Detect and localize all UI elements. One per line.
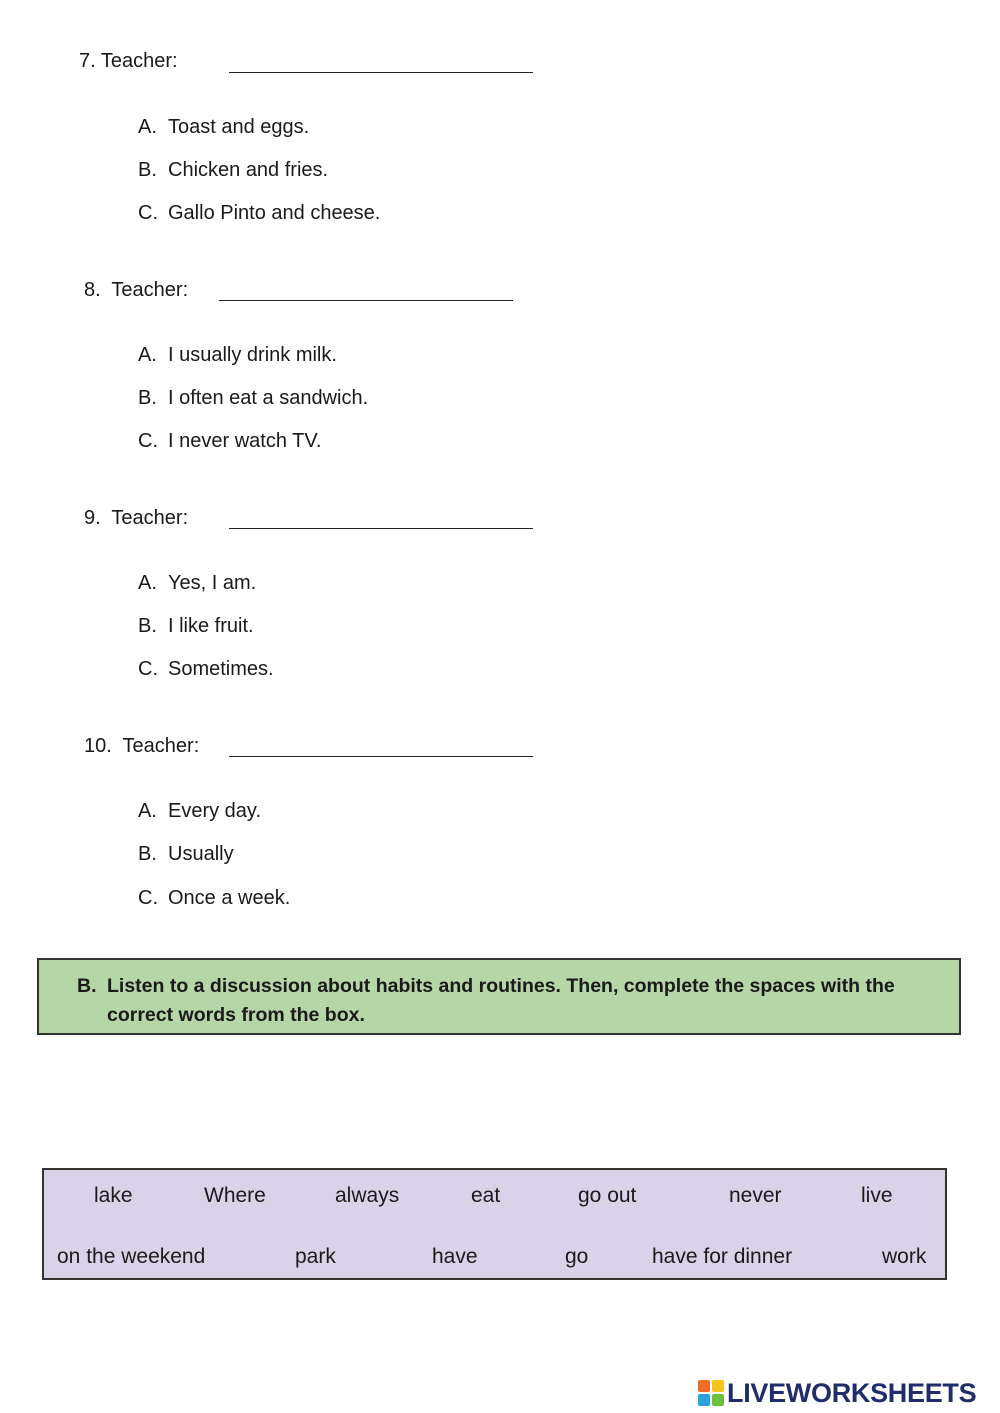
word-where[interactable]: Where xyxy=(204,1184,266,1207)
liveworksheets-logo[interactable] xyxy=(698,1378,976,1408)
word-park[interactable]: park xyxy=(295,1245,336,1268)
option-letter: A. xyxy=(138,572,157,594)
option-letter: C. xyxy=(138,430,158,452)
question-9-answer-blank[interactable] xyxy=(229,528,533,529)
word-go-out[interactable]: go out xyxy=(578,1184,637,1207)
question-8-answer-blank[interactable] xyxy=(219,300,513,301)
question-8-option-a[interactable] xyxy=(138,344,337,367)
liveworksheets-logo-icon xyxy=(698,1380,724,1406)
question-10-option-c[interactable] xyxy=(138,887,290,910)
option-text: Chicken and fries. xyxy=(168,159,329,181)
question-9-label: 9. Teacher: xyxy=(84,507,189,529)
option-letter: A. xyxy=(138,800,157,822)
option-text: Toast and eggs. xyxy=(168,116,310,138)
option-letter: B. xyxy=(138,387,157,409)
question-8-label: 8. Teacher: xyxy=(84,279,189,301)
question-10-label: 10. Teacher: xyxy=(84,735,200,757)
question-9-option-c[interactable] xyxy=(138,658,274,681)
word-never[interactable]: never xyxy=(729,1184,782,1207)
question-7-option-a[interactable] xyxy=(138,116,309,139)
option-letter: B. xyxy=(138,843,157,865)
option-text: Once a week. xyxy=(168,887,291,909)
option-letter: B. xyxy=(138,615,157,637)
question-10-option-b[interactable] xyxy=(138,843,234,866)
word-go[interactable]: go xyxy=(565,1245,589,1268)
section-b-letter: B. xyxy=(77,975,97,997)
question-7-answer-blank[interactable] xyxy=(229,72,533,73)
option-text: I never watch TV. xyxy=(168,430,322,452)
option-letter: A. xyxy=(138,344,157,366)
option-text: Yes, I am. xyxy=(168,572,257,594)
option-text: Sometimes. xyxy=(168,658,274,680)
question-7-label: 7. Teacher: xyxy=(79,50,178,72)
word-always[interactable]: always xyxy=(335,1184,400,1207)
word-on-the-weekend[interactable]: on the weekend xyxy=(57,1245,206,1268)
option-letter: C. xyxy=(138,202,158,224)
word-have-for-dinner[interactable]: have for dinner xyxy=(652,1245,793,1268)
word-live[interactable]: live xyxy=(861,1184,893,1207)
option-text: Usually xyxy=(168,843,234,865)
word-lake[interactable]: lake xyxy=(94,1184,133,1207)
question-10-option-a[interactable] xyxy=(138,800,261,823)
word-box xyxy=(42,1168,947,1280)
question-7-option-c[interactable] xyxy=(138,202,380,225)
section-b-instruction: Listen to a discussion about habits and routines. Then, complete the spaces with the correct words from the box. xyxy=(107,975,895,1026)
question-9-option-a[interactable] xyxy=(138,572,256,595)
option-text: I usually drink milk. xyxy=(168,344,337,366)
option-text: I often eat a sandwich. xyxy=(168,387,369,409)
word-have[interactable]: have xyxy=(432,1245,478,1268)
section-b-instruction-box xyxy=(37,958,961,1035)
option-letter: B. xyxy=(138,159,157,181)
option-text: I like fruit. xyxy=(168,615,254,637)
option-letter: C. xyxy=(138,658,158,680)
word-work[interactable]: work xyxy=(882,1245,927,1268)
question-8-option-b[interactable] xyxy=(138,387,368,410)
option-letter: C. xyxy=(138,887,158,909)
question-8-option-c[interactable] xyxy=(138,430,321,453)
question-7-option-b[interactable] xyxy=(138,159,328,182)
option-letter: A. xyxy=(138,116,157,138)
word-eat[interactable]: eat xyxy=(471,1184,501,1207)
option-text: Every day. xyxy=(168,800,261,822)
liveworksheets-logo-text: LIVEWORKSHEETS xyxy=(727,1377,977,1408)
question-10-answer-blank[interactable] xyxy=(229,756,533,757)
option-text: Gallo Pinto and cheese. xyxy=(168,202,381,224)
question-9-option-b[interactable] xyxy=(138,615,254,638)
